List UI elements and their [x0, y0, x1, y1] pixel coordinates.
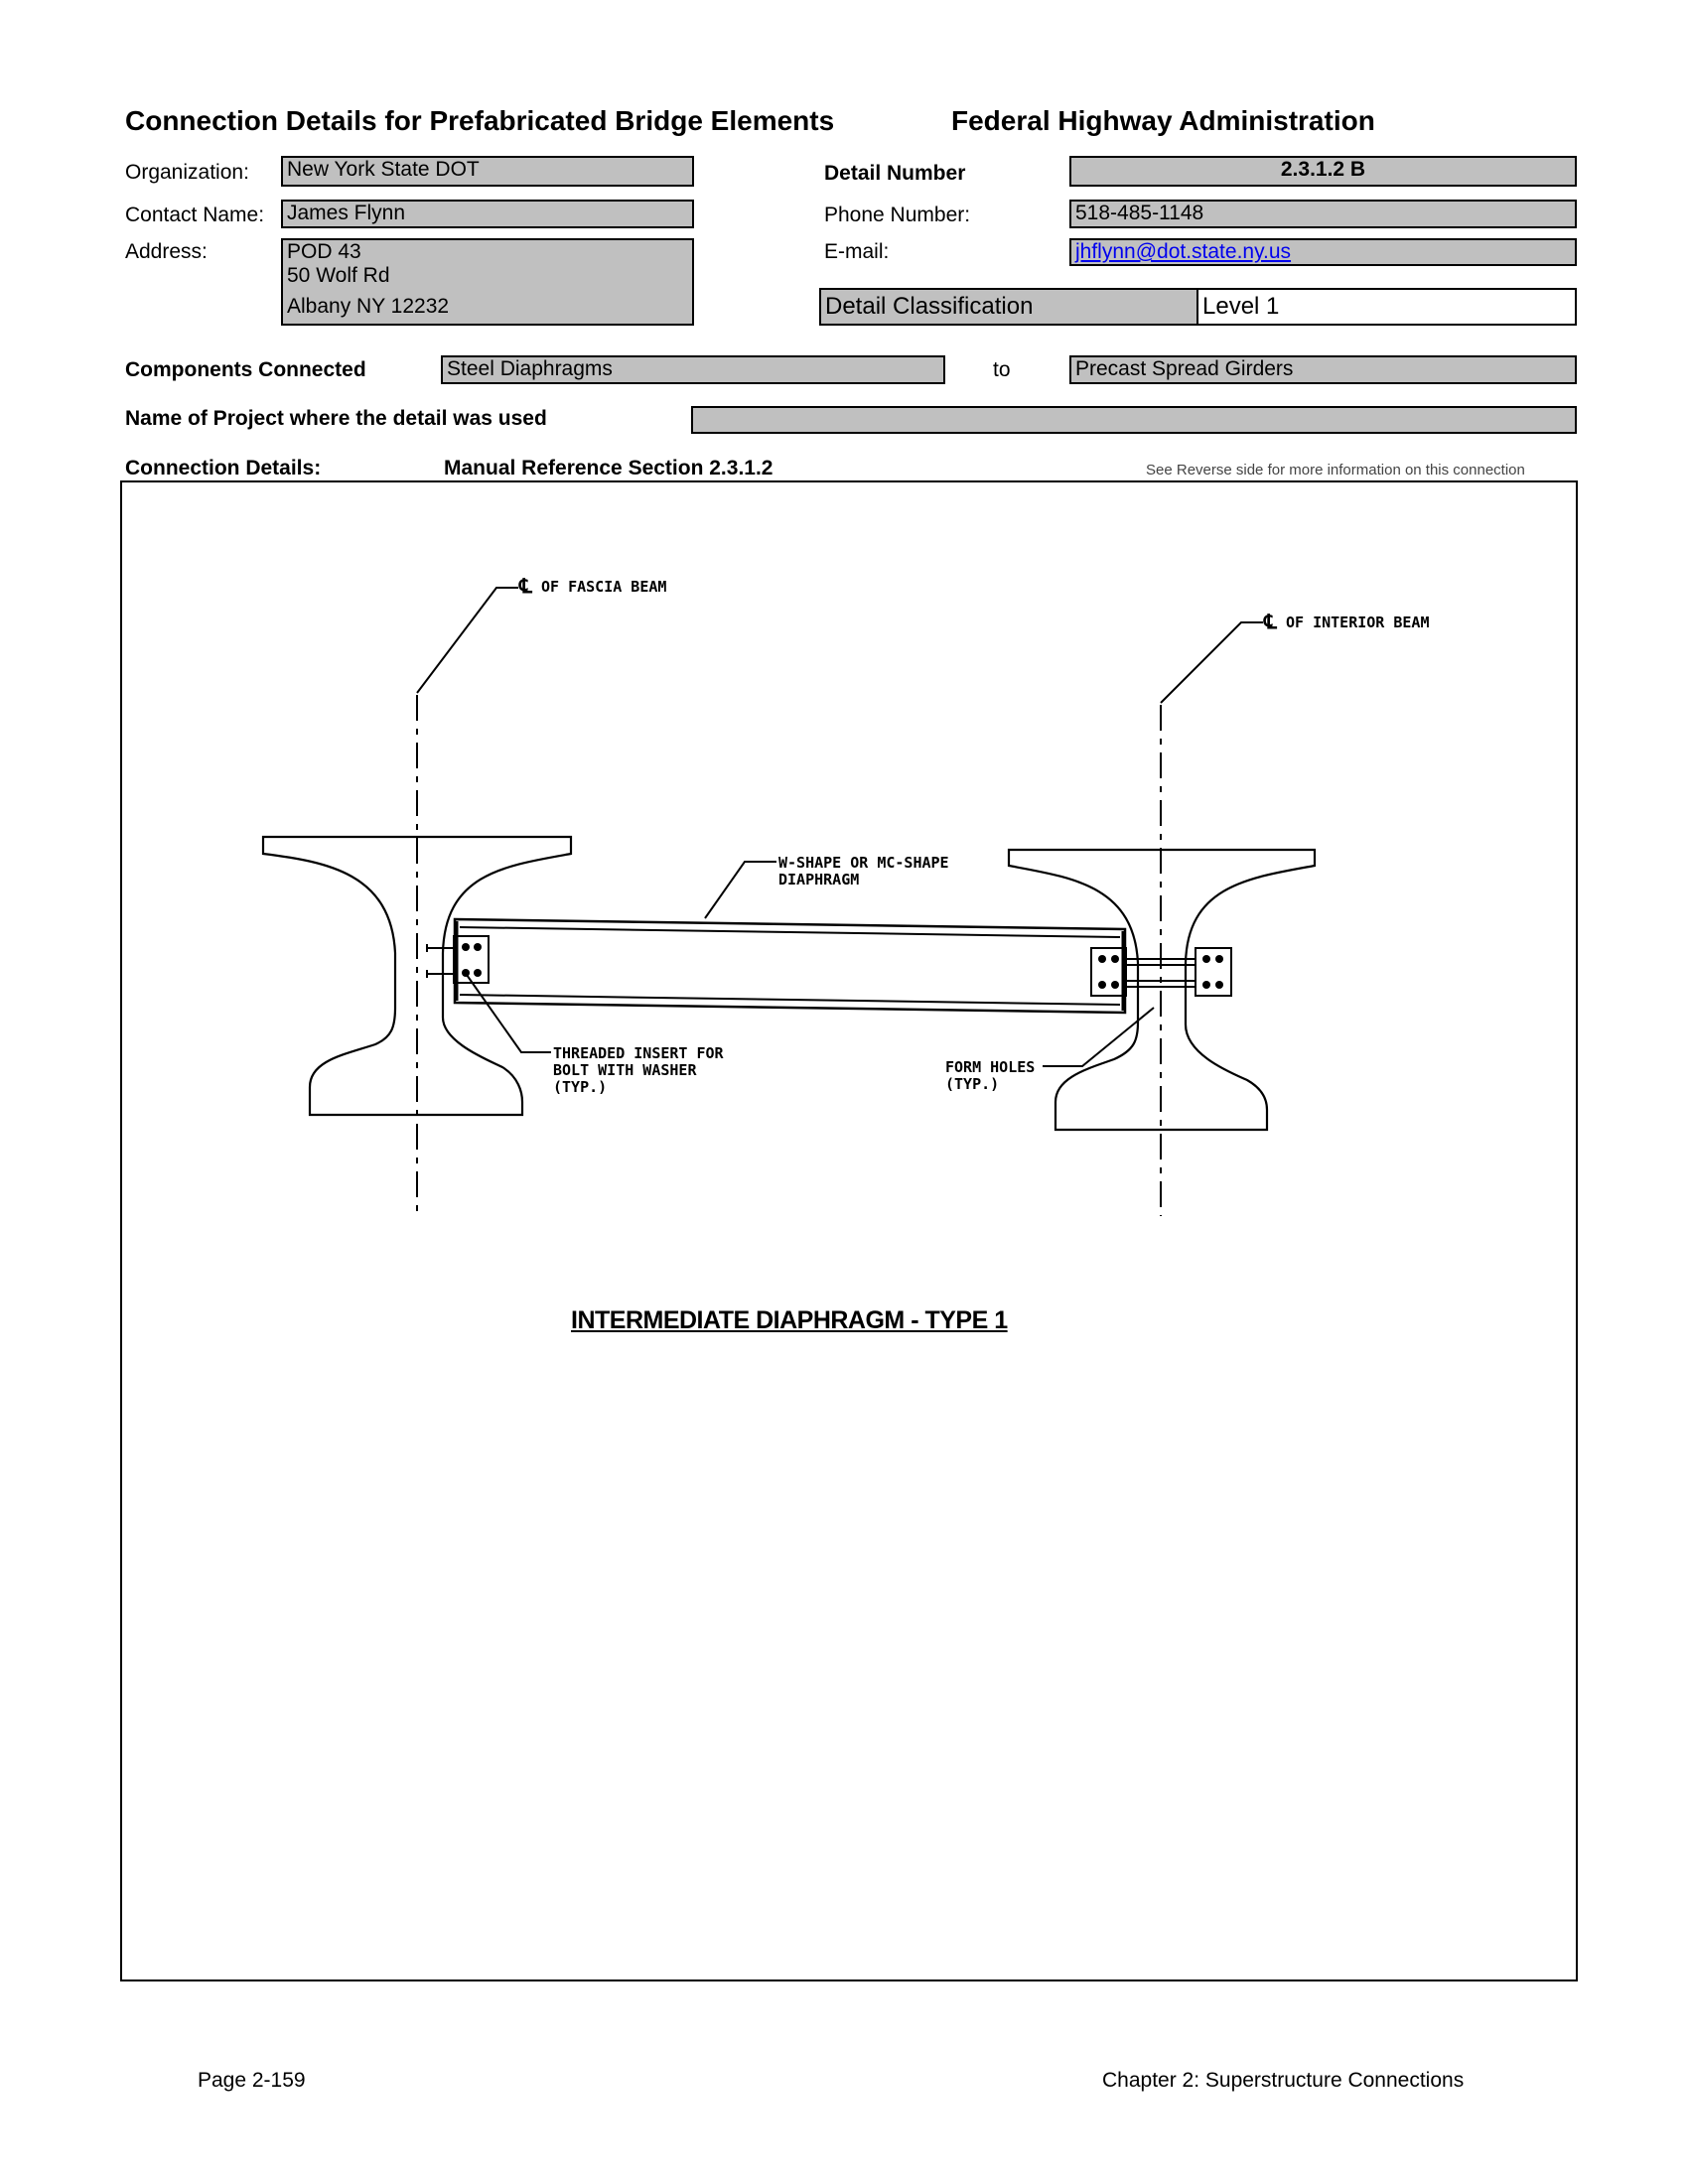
outer-connection-plate: [1196, 948, 1231, 996]
page-number: Page 2-159: [198, 2069, 306, 2092]
contact-field: James Flynn: [281, 200, 694, 228]
diaphragm-leader: [705, 862, 776, 918]
reverse-side-note: See Reverse side for more information on this connection: [1146, 462, 1525, 478]
email-label: E-mail:: [824, 240, 890, 263]
components-from-field: Steel Diaphragms: [441, 355, 945, 384]
detail-number-label: Detail Number: [824, 162, 966, 185]
fascia-beam-label: OF FASCIA BEAM: [541, 578, 667, 596]
fascia-leader: [417, 588, 518, 693]
cl-symbol-interior: ℄: [1264, 610, 1277, 633]
cl-symbol-fascia: ℄: [519, 574, 532, 598]
diaphragm-label: W-SHAPE OR MC-SHAPE DIAPHRAGM: [778, 854, 949, 888]
project-label: Name of Project where the detail was used: [125, 407, 547, 430]
fascia-girder: [263, 837, 571, 1115]
left-connection-plate: [454, 936, 489, 983]
right-connection-plate: [1091, 948, 1126, 996]
interior-leader: [1161, 622, 1263, 703]
address-line-2: 50 Wolf Rd: [287, 264, 390, 287]
address-line-1: POD 43: [287, 240, 361, 263]
address-line-3: Albany NY 12232: [287, 295, 450, 318]
drawing-caption: INTERMEDIATE DIAPHRAGM - TYPE 1: [571, 1306, 1008, 1334]
document-title: Connection Details for Prefabricated Bridge Elements: [125, 105, 835, 136]
classification-value: Level 1: [1202, 293, 1280, 320]
connection-details-label: Connection Details:: [125, 457, 322, 479]
email-link[interactable]: jhflynn@dot.state.ny.us: [1075, 240, 1292, 263]
threaded-insert-label: THREADED INSERT FOR BOLT WITH WASHER (TYP.): [553, 1044, 724, 1096]
phone-label: Phone Number:: [824, 204, 971, 226]
components-label: Components Connected: [125, 358, 366, 381]
classification-label: Detail Classification: [821, 290, 1198, 324]
steel-diaphragm: [455, 919, 1125, 1013]
chapter-title: Chapter 2: Superstructure Connections: [1102, 2069, 1465, 2092]
organization-label: Organization:: [125, 161, 249, 184]
address-label: Address:: [125, 240, 208, 263]
components-to-field: Precast Spread Girders: [1069, 355, 1577, 384]
detail-number-field: 2.3.1.2 B: [1069, 156, 1577, 187]
components-to-label: to: [993, 358, 1011, 381]
organization-field: New York State DOT: [281, 156, 694, 187]
form-holes-label: FORM HOLES (TYP.): [945, 1058, 1036, 1093]
manual-reference: Manual Reference Section 2.3.1.2: [444, 457, 774, 479]
insert-leader: [467, 975, 551, 1052]
phone-field: 518-485-1148: [1069, 200, 1577, 228]
contact-label: Contact Name:: [125, 204, 265, 226]
agency-title: Federal Highway Administration: [951, 105, 1375, 136]
interior-beam-label: OF INTERIOR BEAM: [1286, 614, 1430, 631]
